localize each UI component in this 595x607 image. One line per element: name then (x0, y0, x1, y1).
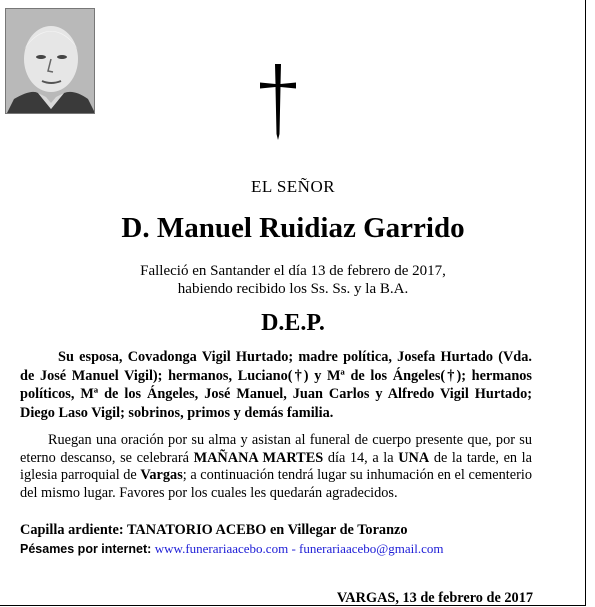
death-date-line: Falleció en Santander el día 13 de febrero de 2017, (140, 263, 446, 279)
family-text: Su esposa, Covadonga Vigil Hurtado; madre política, Josefa Hurtado (Vda. de José Manuel Vigil); hermanos, Luciano(†) y Mª de los Ángeles(†); hermanos políticos, Mª de los Ángeles, José Manuel, Juan Carlos y Alfredo Vigil Hurtado; Diego Laso Vigil; sobrinos, primos y demás familia. (20, 349, 532, 421)
sacraments-line: habiendo recibido los Ss. Ss. y la B.A. (177, 281, 409, 297)
funeral-text-1: Ruegan una oración por su alma y asistan al funeral de cuerpo presente que, por su eterno descanso, se celebrará (20, 432, 532, 466)
funeral-paragraph (20, 432, 532, 502)
chapel-info: Capilla ardiente: TANATORIO ACEBO en Villegar de Toranzo (20, 522, 408, 538)
condolences-line (20, 541, 443, 557)
rest-in-peace: D.E.P. (261, 310, 325, 336)
place-date-signature: VARGAS, 13 de febrero de 2017 (336, 590, 533, 606)
portrait-image (6, 9, 95, 114)
funeral-text-4: ; a continuación tendrá lugar su inhumación en el cementerio del mismo lugar. Favores por los cuales les quedarán agradecidos. (20, 467, 532, 501)
funeral-text-2: día 14, a la (323, 449, 399, 466)
funeral-place: Vargas (140, 467, 183, 484)
portrait-photo (5, 8, 95, 114)
funeral-hour: UNA (398, 449, 430, 466)
condolences-label: Pésames por internet: (20, 542, 155, 556)
website-link[interactable]: www.funerariaacebo.com (154, 541, 289, 556)
death-notice (0, 262, 586, 298)
email-link[interactable]: funerariaacebo@gmail.com (299, 541, 444, 556)
funeral-text-3: de la tarde, en la iglesia parroquial de (20, 449, 533, 484)
family-paragraph (20, 348, 532, 422)
deceased-name: D. Manuel Ruidiaz Garrido (121, 212, 465, 244)
funeral-day: MAÑANA MARTES (193, 449, 324, 466)
latin-cross-icon (258, 64, 298, 140)
honorific-title: EL SEÑOR (250, 177, 336, 196)
link-separator: - (288, 541, 300, 556)
